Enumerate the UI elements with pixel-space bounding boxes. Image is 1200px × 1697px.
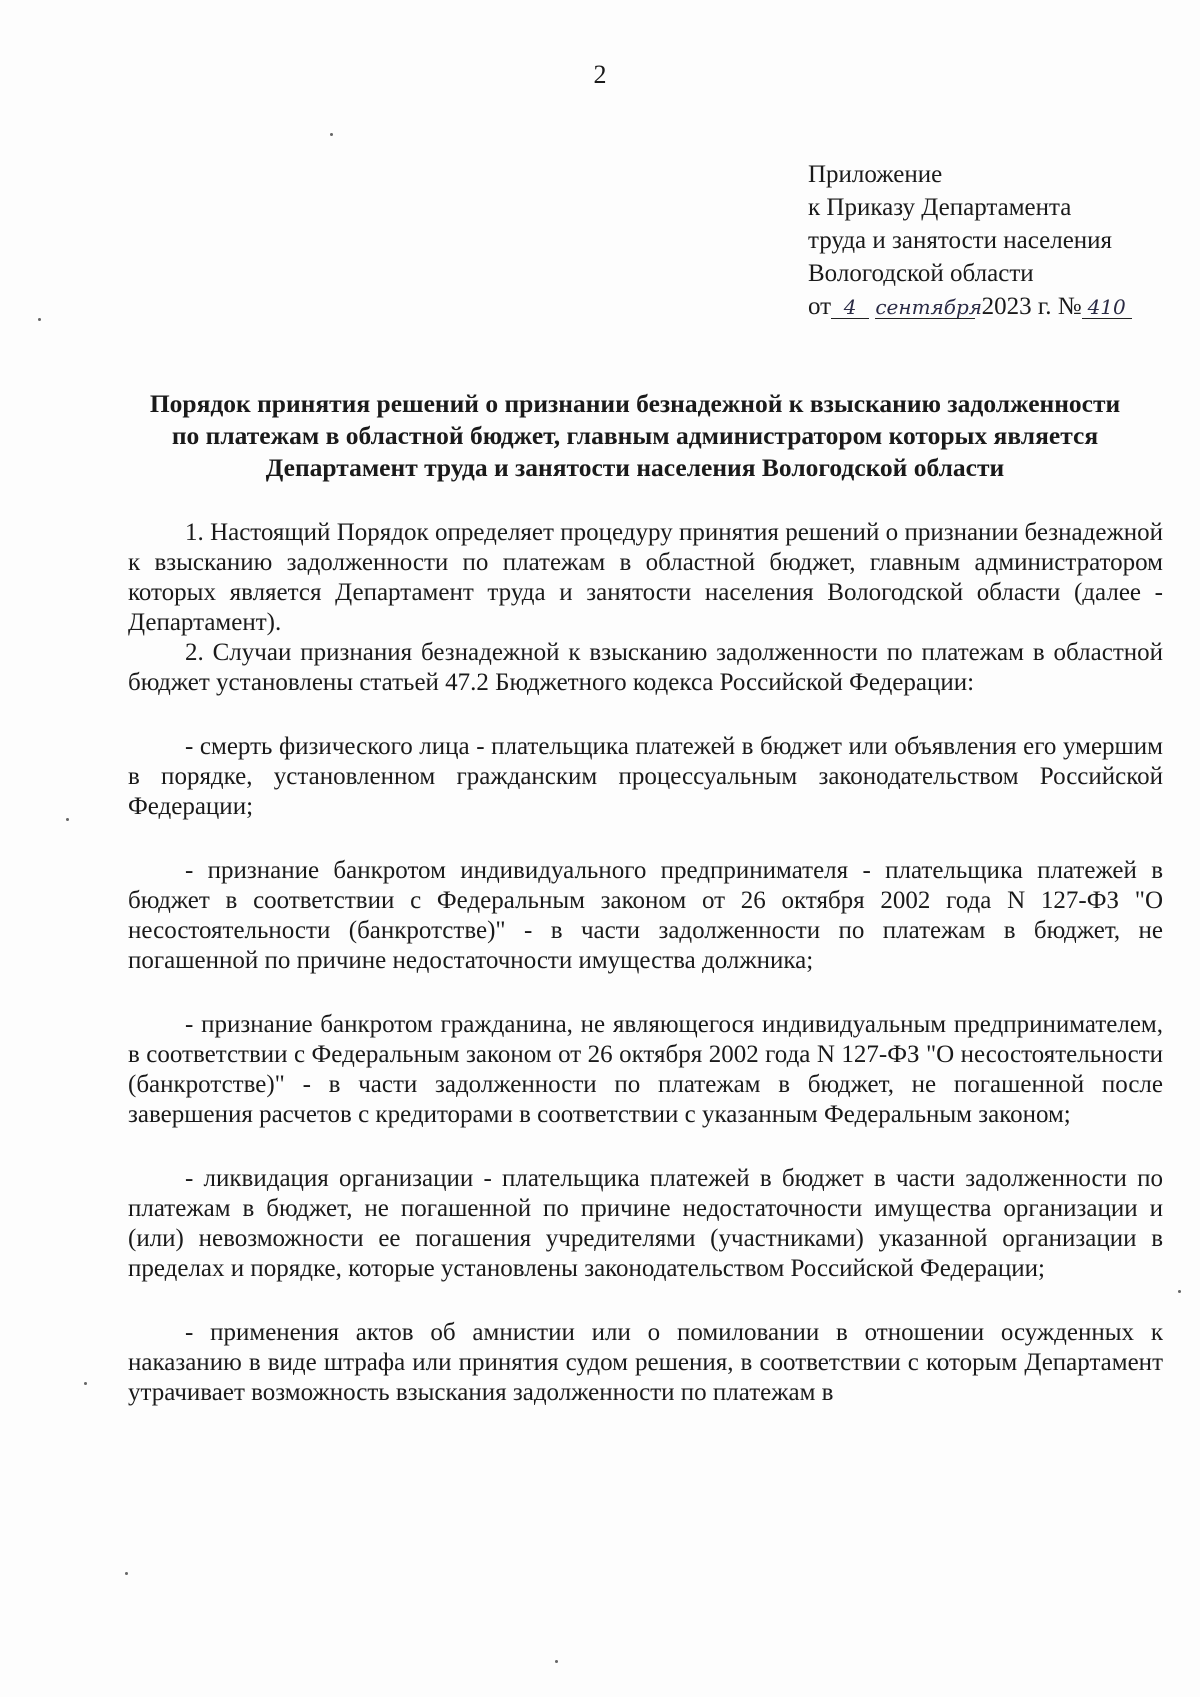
document-title: Порядок принятия решений о признании безнадежной к взысканию задолженности по платежам в областной бюджет, главным администратором которых является Департамент труда и занятости населения Вологодской области <box>149 389 1121 482</box>
paragraph-2: 2. Случаи признания безнадежной к взысканию задолженности по платежам в областной бюджет установлены статьей 47.2 Бюджетного кодекса Российской Федерации: <box>128 639 1163 696</box>
scan-speck <box>125 1572 128 1575</box>
date-year: 2023 г. № <box>981 293 1082 320</box>
paragraph-1: 1. Настоящий Порядок определяет процедуру принятия решений о признании безнадежной к взысканию задолженности по платежам в областной бюджет, главным администратором которых является Департамент труда и занятости населения Вологодской области (далее - Департамент). <box>128 519 1163 636</box>
bullet-item-2: - признание банкротом индивидуального предпринимателя - плательщика платежей в бюджет в соответствии с Федеральным законом от 26 октября 2002 года N 127-ФЗ "О несостоятельности (банкротстве)" - в части задолженности по платежам в бюджет, не погашенной по причине недостаточности имущества должника; <box>128 857 1163 974</box>
bullet-item-3: - признание банкротом гражданина, не являющегося индивидуальным предпринимателем, в соответствии с Федеральным законом от 26 октября 2002 года N 127-ФЗ "О несостоятельности (банкротстве)" - в части задолженности по платежам в бюджет, не погашенной после завершения расчетов с кредиторами в соответствии с указанным Федеральным законом; <box>128 1011 1163 1128</box>
scan-speck <box>38 318 41 321</box>
date-prefix: от <box>808 293 832 320</box>
scan-speck <box>1178 1290 1181 1293</box>
handwritten-month: сентября <box>875 295 983 319</box>
appendix-line-2: к Приказу Департамента <box>808 194 1072 221</box>
appendix-line-1: Приложение <box>808 161 943 188</box>
appendix-line-3: труда и занятости населения <box>808 227 1113 254</box>
handwritten-order-number: 410 <box>1082 296 1132 319</box>
appendix-date-line <box>808 290 1188 323</box>
scan-speck <box>555 1660 558 1663</box>
scan-speck <box>84 1382 87 1385</box>
bullet-item-1: - смерть физического лица - плательщика платежей в бюджет или объявления его умершим в порядке, установленном гражданским процессуальным законодательством Российской Федерации; <box>128 733 1163 820</box>
document-body <box>128 518 1163 1408</box>
bullet-item-5: - применения актов об амнистии или о помиловании в отношении осужденных к наказанию в виде штрафа или принятия судом решения, в соответствии с которым Департамент утрачивает возможность взыскания задолженности по платежам в <box>128 1319 1163 1406</box>
scan-speck <box>330 133 333 136</box>
appendix-block <box>808 158 1188 323</box>
handwritten-day: 4 <box>831 296 869 319</box>
bullet-item-4: - ликвидация организации - плательщика платежей в бюджет в части задолженности по платежам в бюджет, не погашенной по причине недостаточности имущества организации и (или) невозможности ее погашения учредителями (участниками) указанной организации в пределах и порядке, которые установлены законодательством Российской Федерации; <box>128 1165 1163 1282</box>
page-number: 2 <box>593 60 607 89</box>
scan-speck <box>66 818 69 821</box>
appendix-line-4: Вологодской области <box>808 260 1034 287</box>
